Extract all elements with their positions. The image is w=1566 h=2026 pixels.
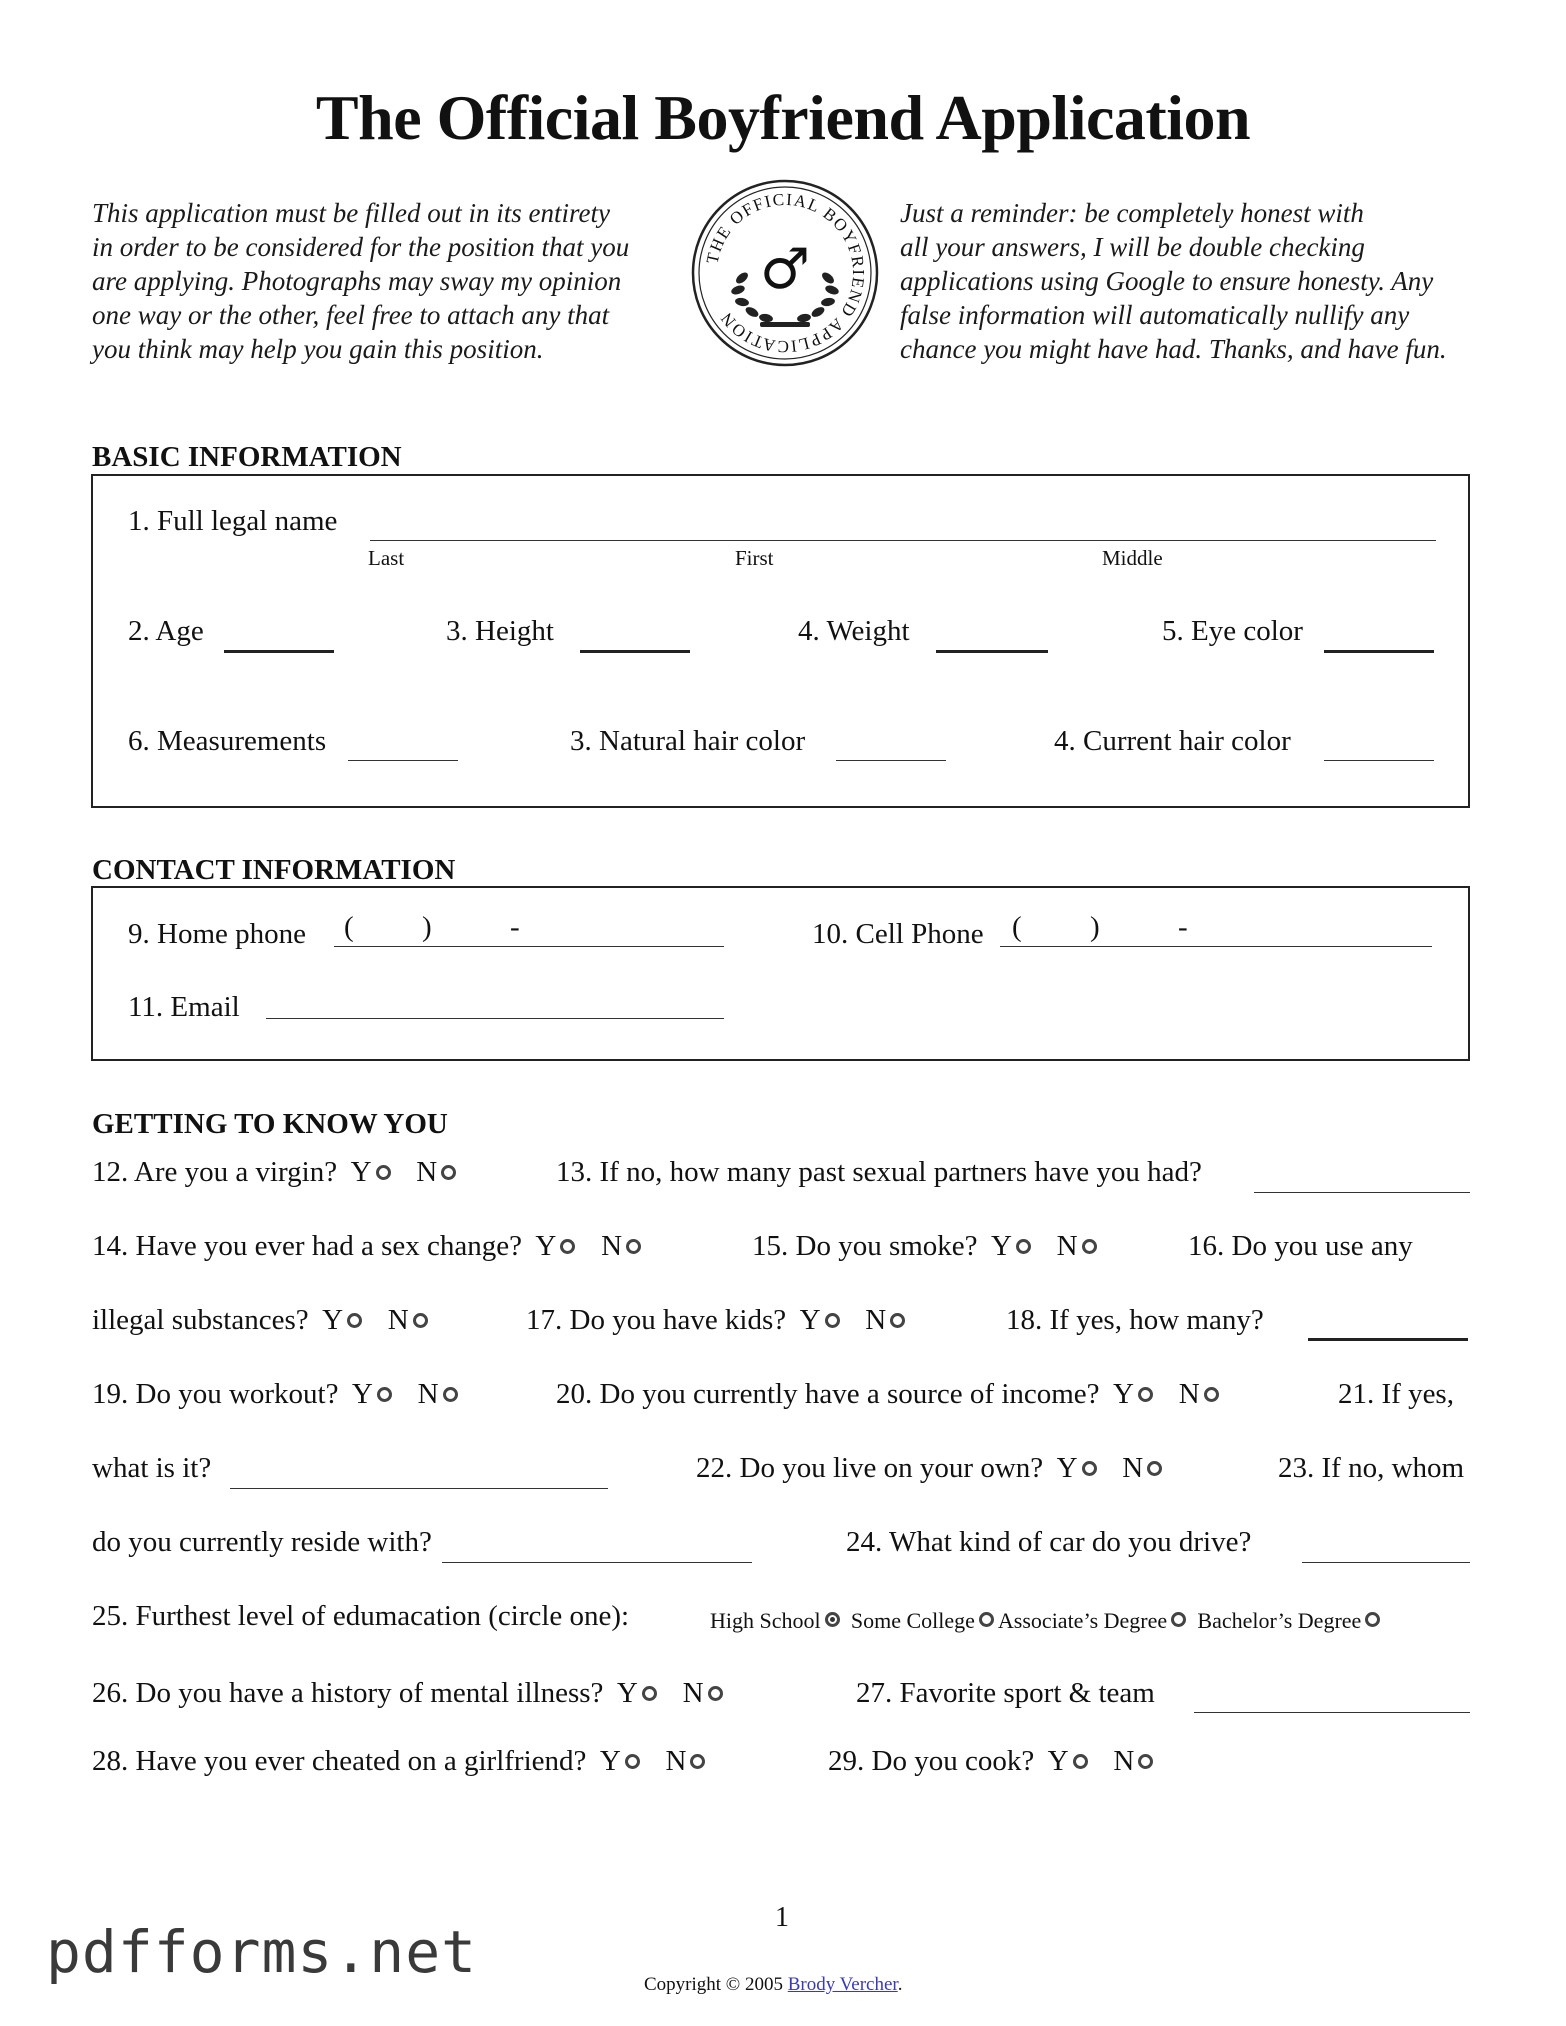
intro-right-line: all your answers, I will be double checking [900, 232, 1365, 262]
q13-field[interactable] [1254, 1192, 1470, 1193]
home-phone-field[interactable] [334, 946, 724, 947]
natural-hair-field[interactable] [836, 760, 946, 761]
intro-left [92, 196, 629, 366]
q20-yes-radio[interactable] [1138, 1387, 1153, 1402]
edu-high-school-radio[interactable] [825, 1612, 840, 1627]
copyright-line [644, 1974, 902, 1996]
cell-phone-dash: - [1178, 911, 1188, 943]
cell-phone-label: 10. Cell Phone [812, 918, 984, 950]
intro-left-line: are applying. Photographs may sway my opinion [92, 266, 622, 296]
q16-label-part2: illegal substances? [92, 1304, 309, 1336]
q22-label: 22. Do you live on your own? [696, 1452, 1044, 1484]
q16-label-part1: 16. Do you use any [1188, 1230, 1413, 1262]
q20-no-radio[interactable] [1204, 1387, 1219, 1402]
edu-associates-radio[interactable] [1171, 1612, 1186, 1627]
intro-right-line: applications using Google to ensure honesty. Any [900, 266, 1434, 296]
q20-row [556, 1377, 1223, 1411]
q16-no-label: N [387, 1304, 409, 1336]
page-number: 1 [775, 1902, 789, 1933]
intro-right-line: chance you might have had. Thanks, and have fun. [900, 334, 1447, 364]
intro-left-line: you think may help you gain this position. [92, 334, 544, 364]
q28-no-label: N [665, 1745, 687, 1777]
q15-no-label: N [1056, 1230, 1078, 1262]
q18-label: 18. If yes, how many? [1006, 1304, 1264, 1336]
age-field[interactable] [224, 650, 334, 653]
author-link[interactable]: Brody Vercher [787, 1974, 898, 1995]
q23-field[interactable] [442, 1562, 752, 1563]
q17-yes-radio[interactable] [825, 1313, 840, 1328]
q21-field[interactable] [230, 1488, 608, 1489]
q16-yes-label: Y [322, 1304, 344, 1336]
q19-label: 19. Do you workout? [92, 1378, 339, 1410]
q16-no-radio[interactable] [413, 1313, 428, 1328]
q26-yes-label: Y [616, 1677, 638, 1709]
q12-yes-label: Y [350, 1156, 372, 1188]
q19-no-label: N [417, 1378, 439, 1410]
q26-row [92, 1676, 727, 1710]
full-name-label: 1. Full legal name [128, 505, 338, 537]
q12-yes-radio[interactable] [376, 1165, 391, 1180]
q29-no-radio[interactable] [1138, 1754, 1153, 1769]
home-phone-paren-open: ( [344, 911, 354, 943]
q28-row [92, 1744, 709, 1778]
q17-label: 17. Do you have kids? [526, 1304, 787, 1336]
q20-yes-label: Y [1113, 1378, 1134, 1410]
home-phone-label: 9. Home phone [128, 918, 306, 950]
q15-row [752, 1229, 1101, 1263]
official-seal [690, 178, 880, 368]
q21-label-part1: 21. If yes, [1338, 1378, 1454, 1410]
height-field[interactable] [580, 650, 690, 653]
q14-yes-radio[interactable] [560, 1239, 575, 1254]
email-label: 11. Email [128, 991, 240, 1023]
intro-left-line: one way or the other, feel free to attach any that [92, 300, 610, 330]
q22-row [696, 1451, 1166, 1485]
q29-yes-radio[interactable] [1073, 1754, 1088, 1769]
q29-yes-label: Y [1047, 1745, 1069, 1777]
q26-yes-radio[interactable] [642, 1686, 657, 1701]
q29-row [828, 1744, 1157, 1778]
q26-no-label: N [682, 1677, 704, 1709]
q28-yes-radio[interactable] [625, 1754, 640, 1769]
q15-yes-label: Y [990, 1230, 1012, 1262]
edu-bachelors-radio[interactable] [1365, 1612, 1380, 1627]
copyright-text: Copyright © 2005 [644, 1974, 783, 1995]
q17-no-radio[interactable] [890, 1313, 905, 1328]
intro-left-line: This application must be filled out in its entirety [92, 198, 610, 228]
male-symbol-icon: ♂ [759, 237, 811, 302]
first-name-caption: First [735, 546, 774, 570]
eye-color-label: 5. Eye color [1162, 615, 1303, 647]
q27-label: 27. Favorite sport & team [856, 1677, 1155, 1709]
intro-right-line: Just a reminder: be completely honest with [900, 198, 1364, 228]
seal-emblem [690, 178, 880, 368]
q22-yes-label: Y [1056, 1452, 1078, 1484]
q12-label: 12. Are you a virgin? [92, 1156, 338, 1188]
q28-label: 28. Have you ever cheated on a girlfriend? [92, 1745, 587, 1777]
q22-no-radio[interactable] [1147, 1461, 1162, 1476]
q20-label: 20. Do you currently have a source of income? [556, 1378, 1100, 1410]
full-name-field[interactable] [370, 540, 1436, 541]
current-hair-field[interactable] [1324, 760, 1434, 761]
q16-yes-radio[interactable] [347, 1313, 362, 1328]
q28-yes-label: Y [599, 1745, 621, 1777]
q14-row [92, 1229, 645, 1263]
measurements-field[interactable] [348, 760, 458, 761]
q23-label-part1: 23. If no, whom [1278, 1452, 1465, 1484]
email-field[interactable] [266, 1018, 724, 1019]
contact-info-heading: CONTACT INFORMATION [92, 854, 456, 886]
current-hair-label: 4. Current hair color [1054, 725, 1291, 757]
q19-row [92, 1377, 462, 1411]
q18-field[interactable] [1308, 1338, 1468, 1341]
q25-label: 25. Furthest level of edumacation (circle one): [92, 1600, 630, 1632]
q26-label: 26. Do you have a history of mental illness? [92, 1677, 604, 1709]
last-name-caption: Last [368, 546, 405, 570]
q14-label: 14. Have you ever had a sex change? [92, 1230, 522, 1262]
weight-field[interactable] [936, 650, 1048, 653]
eye-color-field[interactable] [1324, 650, 1434, 653]
q28-no-radio[interactable] [690, 1754, 705, 1769]
q15-yes-radio[interactable] [1016, 1239, 1031, 1254]
q13-label: 13. If no, how many past sexual partners have you had? [556, 1156, 1202, 1188]
cell-phone-paren-open: ( [1012, 911, 1022, 943]
q22-no-label: N [1122, 1452, 1144, 1484]
q14-yes-label: Y [535, 1230, 557, 1262]
edu-some-college-radio[interactable] [979, 1612, 994, 1627]
basic-info-heading: BASIC INFORMATION [92, 441, 402, 473]
q29-label: 29. Do you cook? [828, 1745, 1035, 1777]
home-phone-paren-close: ) [422, 911, 432, 943]
edu-associates-label: Associate’s Degree [997, 1608, 1168, 1633]
copyright-period: . [897, 1974, 903, 1995]
watermark-logo: pdfforms.net [46, 1918, 478, 1986]
q24-field[interactable] [1302, 1562, 1470, 1563]
cell-phone-field[interactable] [1000, 946, 1432, 947]
q14-no-radio[interactable] [626, 1239, 641, 1254]
getting-to-know-heading: GETTING TO KNOW YOU [92, 1108, 448, 1140]
height-label: 3. Height [446, 615, 554, 647]
measurements-label: 6. Measurements [128, 725, 327, 757]
edu-bachelors-label: Bachelor’s Degree [1197, 1608, 1362, 1633]
intro-right-line: false information will automatically nullify any [900, 300, 1410, 330]
weight-label: 4. Weight [798, 615, 910, 647]
q16-row [92, 1303, 432, 1337]
q27-field[interactable] [1194, 1712, 1470, 1713]
age-label: 2. Age [128, 615, 204, 647]
seal-ring-text: THE OFFICIAL BOYFRIEND APPLICATION [702, 189, 869, 357]
q24-label: 24. What kind of car do you drive? [846, 1526, 1252, 1558]
q26-no-radio[interactable] [708, 1686, 723, 1701]
q23-label-part2: do you currently reside with? [92, 1526, 432, 1558]
edu-some-college-label: Some College [850, 1608, 975, 1633]
q22-yes-radio[interactable] [1082, 1461, 1097, 1476]
q17-no-label: N [865, 1304, 887, 1336]
edu-high-school-label: High School [710, 1608, 821, 1633]
q25-options [710, 1602, 1384, 1638]
middle-name-caption: Middle [1102, 546, 1163, 570]
home-phone-dash: - [510, 911, 520, 943]
q19-yes-label: Y [351, 1378, 373, 1410]
q29-no-label: N [1113, 1745, 1135, 1777]
intro-left-line: in order to be considered for the position that you [92, 232, 630, 262]
q15-label: 15. Do you smoke? [752, 1230, 978, 1262]
q17-row [526, 1303, 909, 1337]
q20-no-label: N [1178, 1378, 1200, 1410]
q14-no-label: N [601, 1230, 623, 1262]
document-title: The Official Boyfriend Application [315, 82, 1251, 153]
q19-no-radio[interactable] [443, 1387, 458, 1402]
contact-info-box [91, 886, 1470, 1061]
q12-no-radio[interactable] [441, 1165, 456, 1180]
cell-phone-paren-close: ) [1090, 911, 1100, 943]
q19-yes-radio[interactable] [377, 1387, 392, 1402]
q15-no-radio[interactable] [1082, 1239, 1097, 1254]
q12-no-label: N [416, 1156, 438, 1188]
intro-right [900, 196, 1447, 366]
q12-row [92, 1155, 460, 1189]
natural-hair-label: 3. Natural hair color [570, 725, 806, 757]
q17-yes-label: Y [799, 1304, 821, 1336]
q21-label-part2: what is it? [92, 1452, 212, 1484]
